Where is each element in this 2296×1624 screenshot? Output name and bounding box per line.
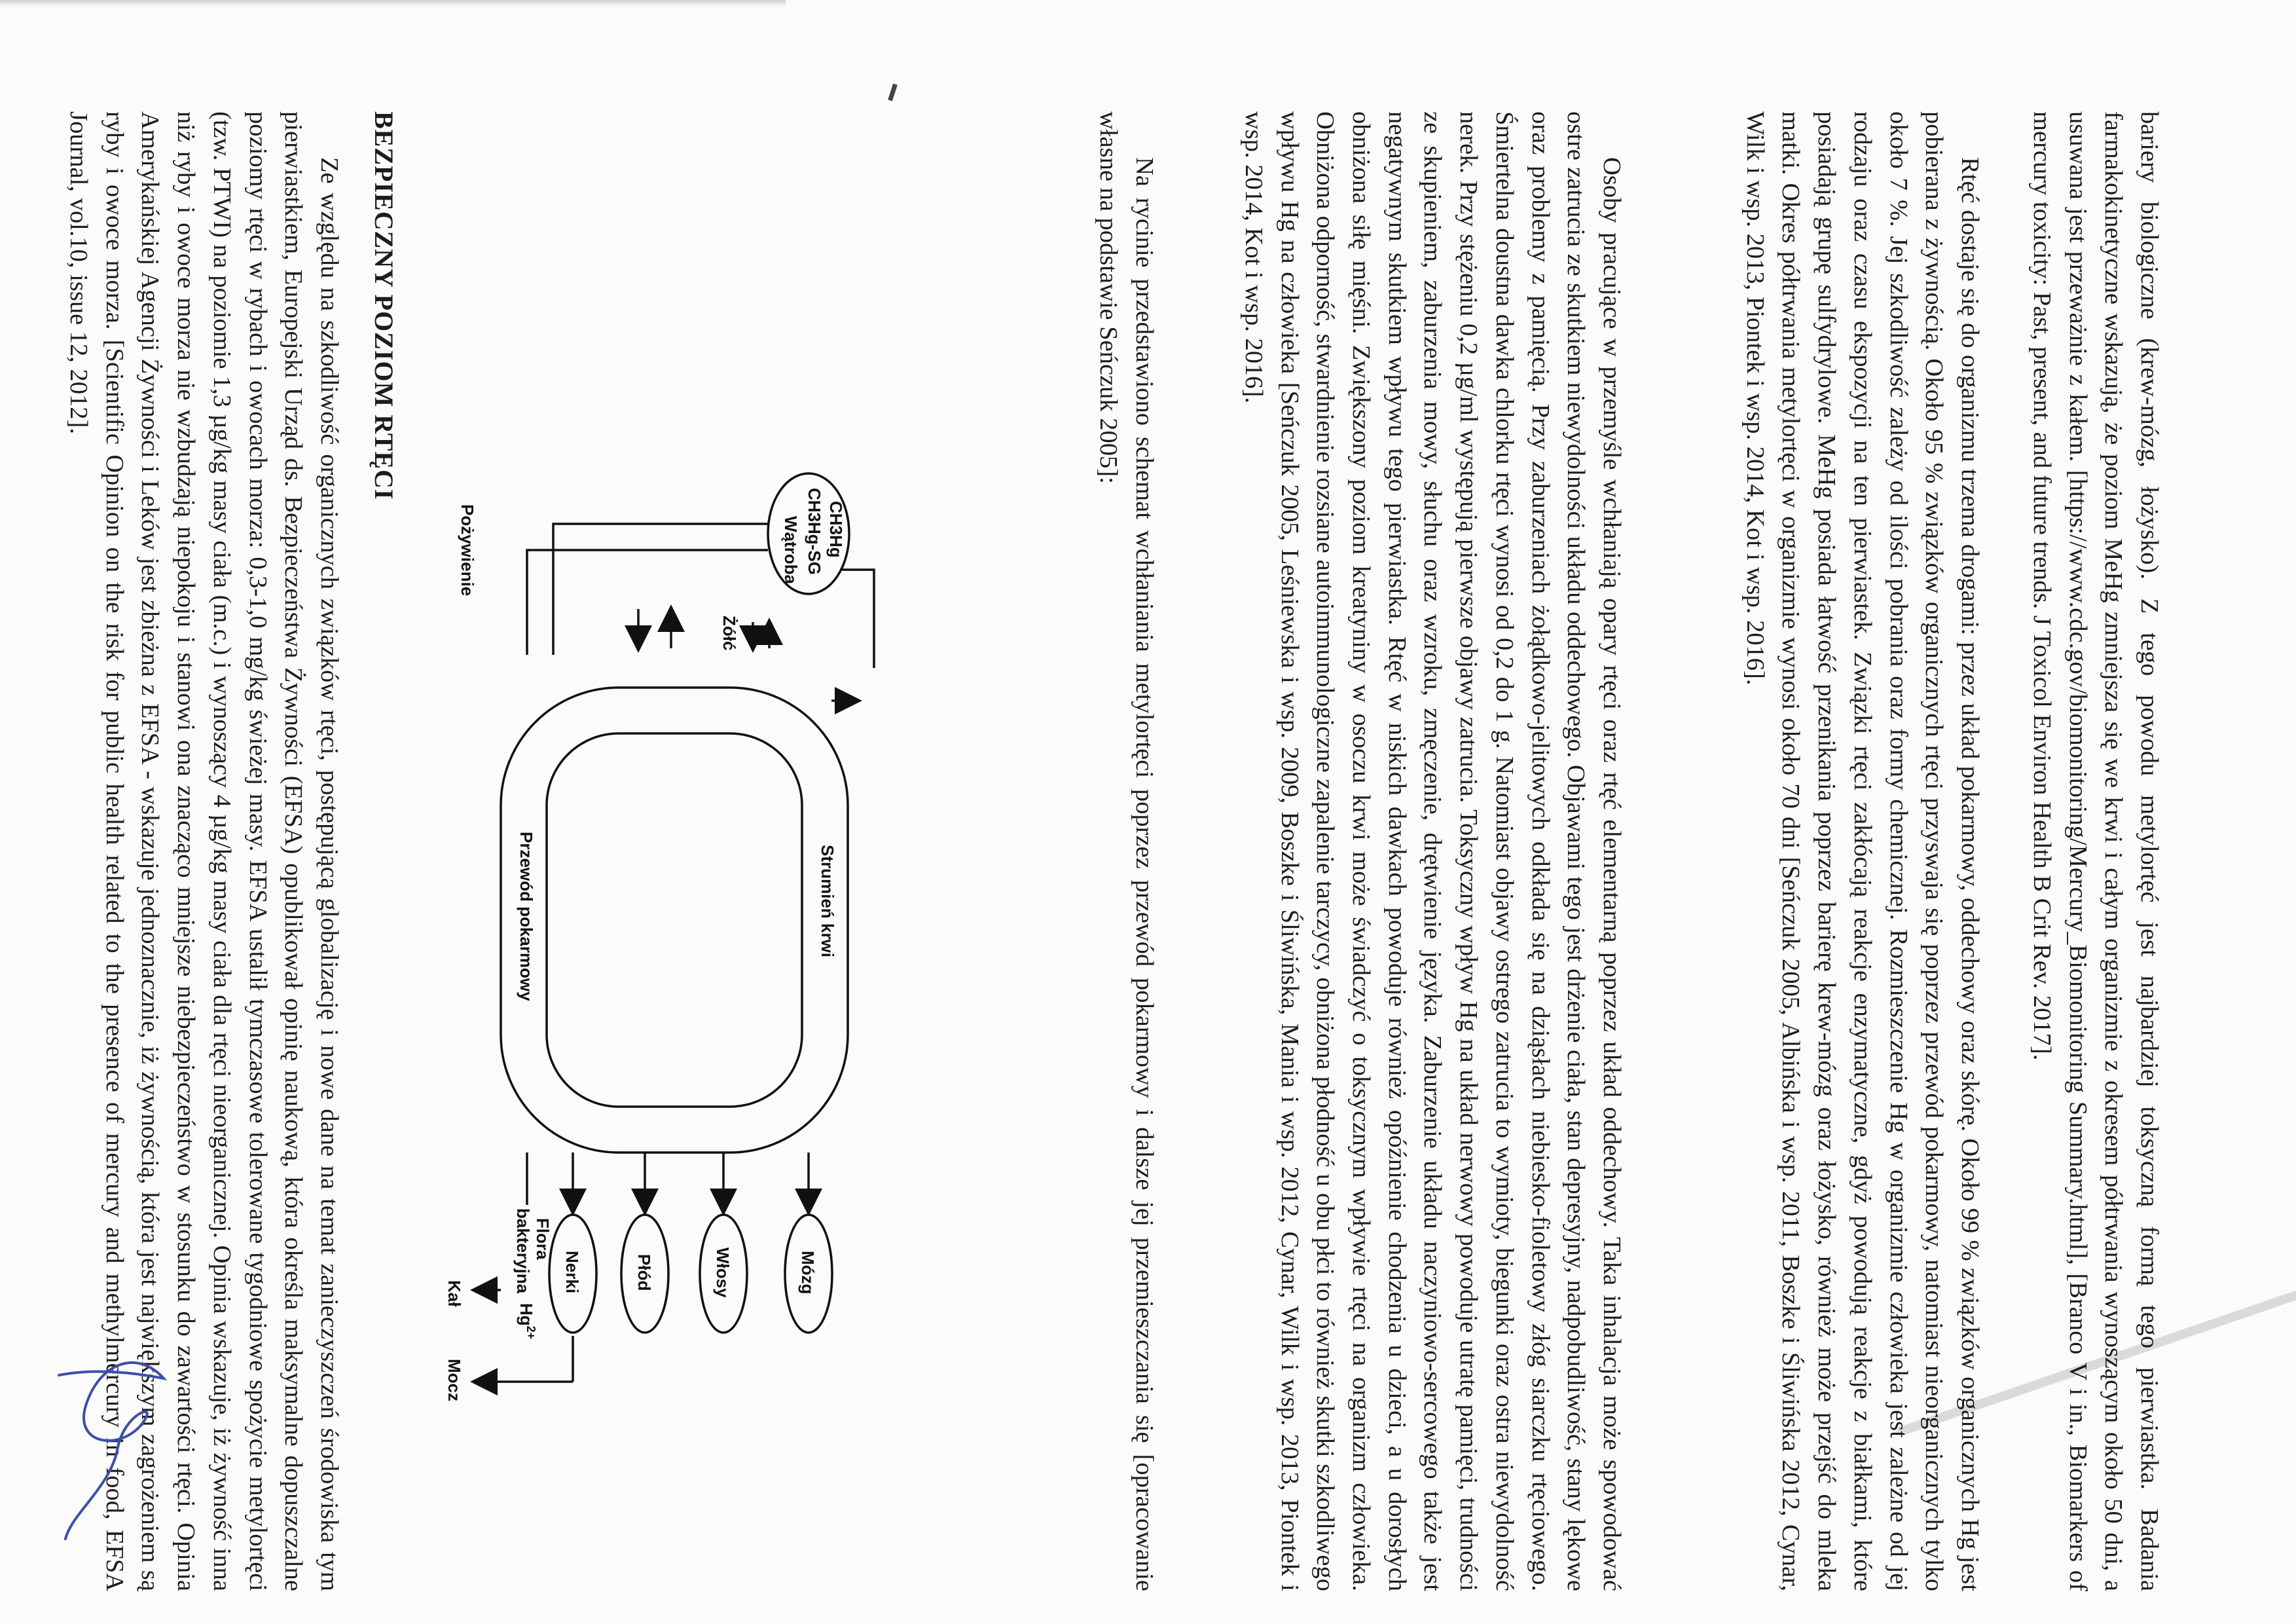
organ-kidneys xyxy=(549,1215,596,1333)
svg-text:Włosy: Włosy xyxy=(713,1247,733,1298)
svg-text:Płód: Płód xyxy=(634,1254,654,1291)
scan-top-shadow xyxy=(0,0,786,7)
urine-label: Mocz xyxy=(445,1359,464,1401)
paragraph-safe-level: Ze względu na szkodliwość organicznych związków rtęci, postępującą globalizację i nowe dane na temat zanieczyszczeń środowiska tym pierwiastkiem, Europejski Urząd ds. Bezpieczeństwa Żywności (EFSA) opublikował opinię naukową, która określa maksymalne dopuszczalne poziomy rtęci w rybach i owocach morza: 0,3-1,0 mg/kg świeżej masy. EFSA ustalił tymczasowe tolerowane tygodniowe spożycie metylortęci (tzw. PTWI) na poziomie 1,3 µg/kg masy ciała (m.c.) i wynoszący 4 µg/kg masy ciała dla rtęci nieorganicznej. Opinia wskazuje, iż żywność inna niż ryby i owoce morza nie wzbudzają niepokoju i stanowi ona znacząco mniejsze niebezpieczeństwo w stosunku do zawartości rtęci. Opinia Amerykańskiej Agencji Żywności i Leków jest zbieżna z EFSA - wskazuje jednoznacznie, iż żywnością, która jest największym zagrożeniem są ryby i owoce morza. [Scientific Opinion on the risk for public health related to the presence of mercury and methylmercury in food, EFSA Journal, vol.10, issue 12, 2012]. xyxy=(65,111,343,1591)
svg-text:Nerki: Nerki xyxy=(562,1251,582,1294)
handwritten-signature xyxy=(46,1336,177,1552)
blood-loop xyxy=(501,688,848,1153)
stray-ink-mark xyxy=(888,84,898,101)
bile-label: Żółć xyxy=(720,616,739,651)
flora-label-line2: bakteryjna xyxy=(513,1208,533,1294)
liver-compound-ch3hg: CH3Hg xyxy=(826,501,846,558)
liver-to-blood-line xyxy=(841,570,874,668)
svg-text:Mózg: Mózg xyxy=(798,1251,818,1295)
organ-brain xyxy=(785,1215,832,1333)
liver-compound-ch3hg-sg: CH3Hg-SG xyxy=(805,488,824,575)
paragraph-figure-intro: Na rycinie przedstawiono schemat wchłaniania metylortęci poprzez przewód pokarmowy i dalsze jej przemieszczania się [opracowanie własne na podstawie Seńczuk 2005]: xyxy=(1095,111,1158,1591)
flora-label-line1: Flora xyxy=(533,1218,553,1260)
paragraph-occupational-exposure: Osoby pracujące w przemyśle wchłaniają opary rtęci oraz rtęć elementarną poprzez układ oddechowy. Taka inhalacja może spowodować ostre zatrucia ze skutkiem niewydolności układu oddechowego. Objawami tego jest drżenie ciała, stan depresyjny, nadpobudliwość, stany lękowe oraz problemy z pamięcią. Przy zaburzeniach żołądkowo-jelitowych odkłada się na dziąsłach niebiesko-fioletowy złóg siarczku rtęciowego. Śmiertelna doustna dawka chlorku rtęci wynosi od 0,2 do 1 g. Natomiast objawy ostrego zatrucia to wymioty, biegunki oraz ostra niewydolność nerek. Przy stężeniu 0,2 µg/ml występują pierwsze objawy zatrucia. Toksyczny wpływ Hg na układ nerwowy powoduje utratę pamięci, trudności ze skupieniem, zaburzenia mowy, słuchu oraz wzroku, zmęczenie, drętwienie języka. Zaburzenie układu naczyniowo-sercowego także jest negatywnym skutkiem wpływu tego pierwiastka. Rtęć w niskich dawkach powoduje również opóźnienie chodzenia u dzieci, a u dorosłych obniżona siłę mięśni. Zwiększony poziom kreatyniny w osoczu krwi może świadczyć o toksycznym wpływie rtęci na organizm człowieka. Obniżona odporność, stwardnienie rozsiane autoimmunologiczne zapalenie tarczycy, obniżona płodność u obu płci to również skutki szkodliwego wpływu Hg na człowieka [Seńczuk 2005, Leśniewska i wsp. 2009, Boszke i Śliwińska, Mania i wsp. 2012, Cynar, Wilk i wsp. 2013, Piontek i wsp. 2014, Kot i wsp. 2016]. xyxy=(1239,111,1626,1591)
bloodstream-label: Strumień krwi xyxy=(818,845,837,957)
hg-ion-label: $Hg^{2+}$ xyxy=(517,1303,538,1340)
section-title: BEZPIECZNY POZIOM RTĘCI xyxy=(369,111,399,500)
methylmercury-absorption-diagram xyxy=(442,373,920,1421)
paragraph-routes-of-entry: Rtęć dostaje się do organizmu trzema drogami: przez układ pokarmowy, oddechowy oraz skórę. Około 99 % związków organicznych Hg jest pobierana z żywnością. Około 95 % związków organicznych rtęci przyswaja się poprzez przewód pokarmowy, natomiast nieorganicznych tylko około 7 %. Jej szkodliwość zależy od ilości pobrania oraz formy chemicznej. Rozmieszczenie Hg w organizmie człowieka jest zależne od jej rodzaju oraz czasu ekspozycji na ten pierwiastek. Związki rtęci zakłócają reakcje enzymatyczne, gdyż powodują reakcje z białkami, które posiadają grupę sulfydrylowe. MeHg posiada łatwość przenikania poprzez barierę krew-mózg oraz łożysko, również może przejść do mleka matki. Okres półtrwania metylortęci w organizmie wynosi około 70 dni [Seńczuk 2005, Albińska i wsp. 2011, Boszke i Śliwińska 2012, Cynar, Wilk i wsp. 2013, Piontek i wsp. 2014, Kot i wsp. 2016]. xyxy=(1741,111,1984,1591)
paragraph-biological-barriers: bariery biologiczne (krew-mózg, łożysko). Z tego powodu metylortęć jest najbardziej toksyczną formą tego pierwiastka. Badania farmakokinetyczne wskazują, że poziom MeHg zmniejsza się we krwi i całym organizmie z okresem półtrwania wynoszącym około 50 dni, a usuwana jest przeważnie z kałem. [https://www.cdc.gov/biomonitoring/Mercury_Biomonitoring Summary.html], [Branco V i in., Biomarkers of mercury toxicity: Past, present, and future trends. J Toxicol Environ Health B Crit Rev. 2017]. xyxy=(2028,111,2163,1591)
food-label: Pożywienie xyxy=(458,504,477,597)
organ-fetus xyxy=(621,1215,668,1333)
liver-oval xyxy=(768,473,849,594)
rotated-page xyxy=(0,111,2167,1624)
organ-hair xyxy=(700,1215,747,1333)
gi-tract-label: Przewód pokarmowy xyxy=(517,832,536,1001)
feces-label: Kał xyxy=(445,1280,464,1307)
liver-label: Wątroba xyxy=(781,516,801,584)
